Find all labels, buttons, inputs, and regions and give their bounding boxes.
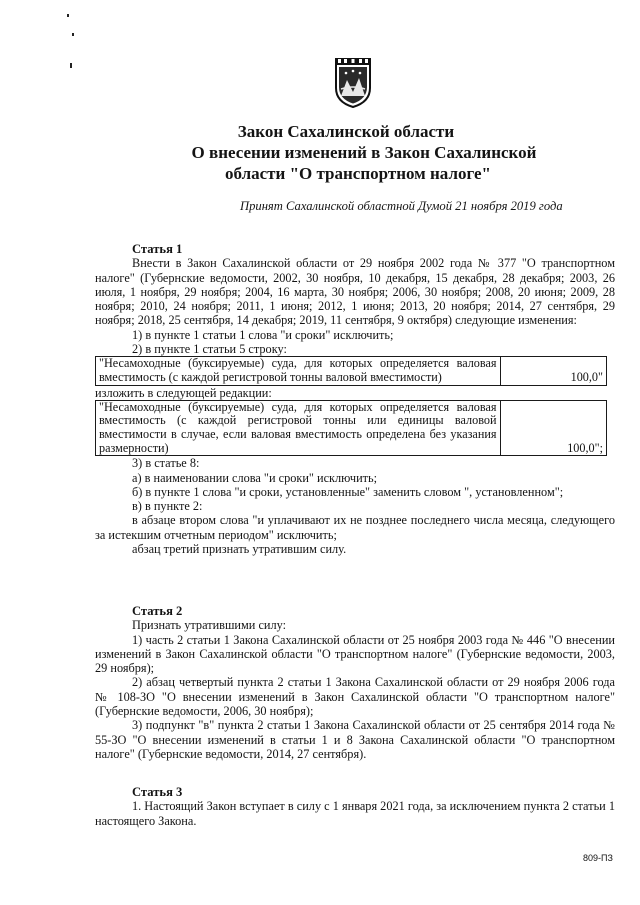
article-3-item-1: 1. Настоящий Закон вступает в силу с 1 января 2021 года, за исключением пункта 2 статьи 1 настоящего Закона. [95, 799, 615, 828]
new-row-text: "Несамоходные (буксируемые) суда, для которых определяется валовая вместимость (с каждой регистровой тонны или единицы валовой вместимости в случае, если валовая вместимость определена без указания размерности) [96, 400, 501, 455]
article-1-item-2: 2) в пункте 1 статьи 5 строку: [132, 342, 287, 357]
article-3 [95, 785, 615, 828]
article-1 [95, 242, 615, 556]
article-2-item-1: 1) часть 2 статьи 1 Закона Сахалинской области от 25 ноября 2003 года № 446 "О внесении изменений в Закон Сахалинской области "О транспортном налоге" (Губернские ведомости, 2003, 29 ноября); [95, 632, 615, 676]
scan-speck [70, 63, 72, 68]
new-row-value: 100,0"; [500, 400, 607, 455]
article-3-heading: Статья 3 [132, 785, 183, 799]
article-2-item-3: 3) подпункт "в" пункта 2 статьи 1 Закона Сахалинской области от 25 сентября 2014 года № 55-ЗО "О внесении изменений в статьи 1 и 8 Закона Сахалинской области "О транспортном налоге" (Губернские ведомости, 2014, 27 сентября). [95, 718, 615, 761]
scan-speck [72, 33, 74, 36]
article-1-intro: Внести в Закон Сахалинской области от 29 ноября 2002 года № 377 "О транспортном налоге" (Губернские ведомости, 2002, 30 ноября, 10 декабря, 15 декабря, 28 декабря; 2003, 26 июля, 1 ноября, 29 ноября; 2004, 16 марта, 30 ноября; 2006, 30 ноября; 2008, 20 июня; 2009, 28 ноября; 2010, 24 ноября; 2011, 1 июня; 2012, 1 июня; 2013, 20 ноября; 2014, 27 сентября, 29 ноября; 2018, 25 сентября, 14 декабря; 2019, 11 сентября, 9 октября) следующие изменения: [95, 256, 615, 328]
table-row [96, 357, 607, 385]
article-2-intro: Признать утратившими силу: [132, 618, 287, 633]
law-title-line-1: Закон Сахалинской области [237, 122, 455, 141]
scan-speck [67, 14, 69, 17]
article-2-item-2: 2) абзац четвертый пункта 2 статьи 1 Закона Сахалинской области от 29 ноября 2006 года № 108-ЗО "О внесении изменений в Закон Сахалинской области "О транспортном налоге" (Губернские ведомости, 2006, 30 ноября); [95, 675, 615, 719]
old-row-value: 100,0" [500, 357, 606, 385]
article-1-item-3c: в) в пункте 2: [132, 499, 203, 514]
article-1-item-3c-paragraph-1: в абзаце втором слова "и уплачивают их не позднее последнего числа месяца, следующего за истекшим отчетным периодом" исключить; [95, 513, 615, 542]
article-2-heading: Статья 2 [132, 604, 183, 618]
old-tax-rate-table [95, 356, 607, 385]
article-1-item-3b: б) в пункте 1 слова "и сроки, установленные" заменить словом ", установленном"; [132, 484, 564, 499]
sakhalin-coat-of-arms-icon [333, 58, 373, 108]
adoption-note: Принят Сахалинской областной Думой 21 ноября 2019 года [240, 199, 563, 213]
law-title-line-3: области "О транспортном налоге" [225, 164, 491, 183]
old-row-text: "Несамоходные (буксируемые) суда, для которых определяется валовая вместимость (с каждой регистровой тонны валовой вместимости) [96, 357, 501, 385]
law-title-line-2: О внесении изменений в Закон Сахалинской [191, 143, 537, 162]
article-1-item-3c-paragraph-2: абзац третий признать утратившим силу. [132, 542, 347, 557]
replace-text: изложить в следующей редакции: [95, 385, 272, 400]
document-code: 809-ПЗ [583, 853, 613, 863]
table-row [96, 400, 607, 455]
article-1-item-1: 1) в пункте 1 статьи 1 слова "и сроки" исключить; [132, 327, 394, 342]
article-1-item-3: 3) в статье 8: [132, 456, 200, 471]
new-tax-rate-table [95, 400, 607, 456]
article-1-heading: Статья 1 [132, 242, 183, 256]
article-2 [95, 604, 615, 761]
article-1-item-3a: а) в наименовании слова "и сроки" исключить; [132, 470, 378, 485]
